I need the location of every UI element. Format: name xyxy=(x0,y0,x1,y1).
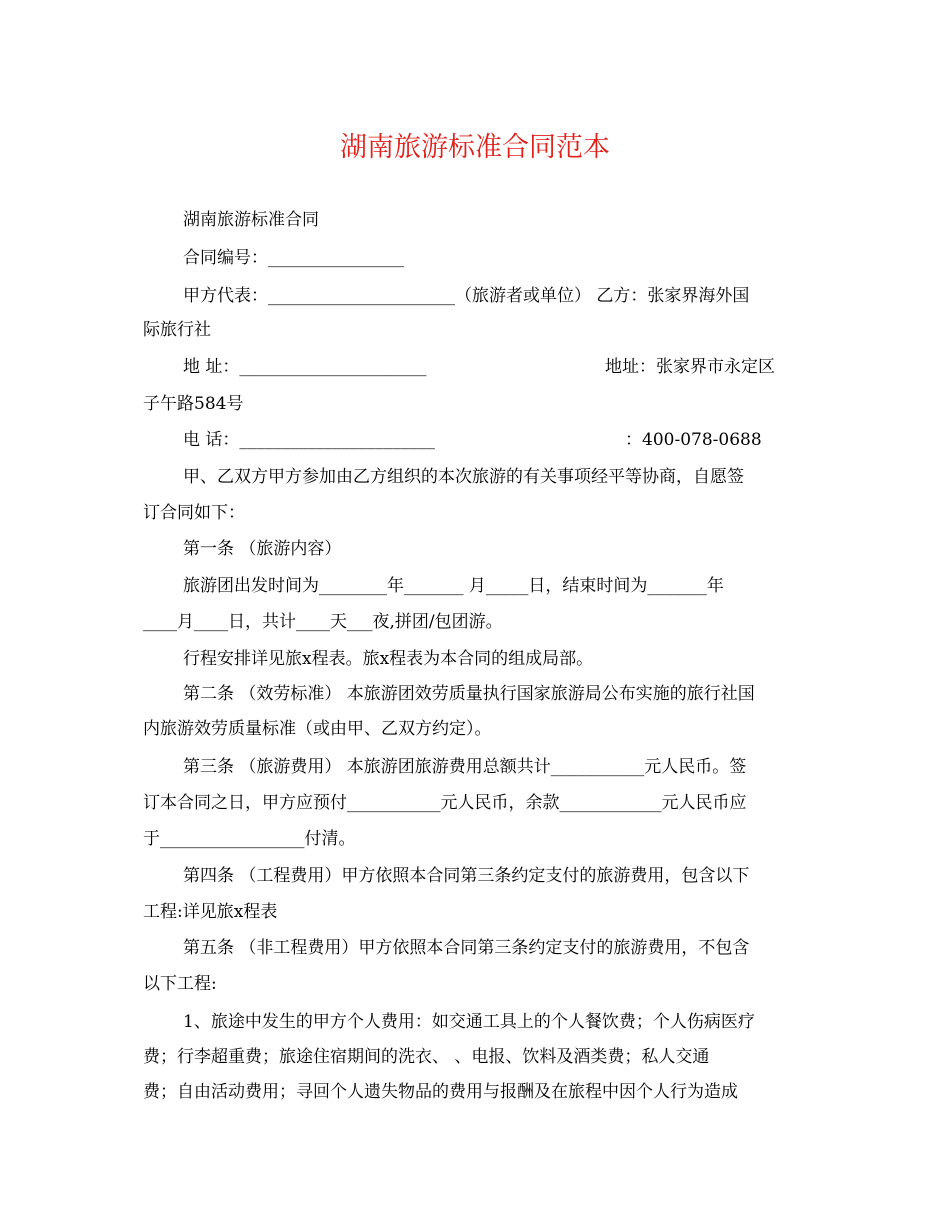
article-5-line-2: 以下工程: xyxy=(143,974,217,994)
address-b-line: 地址：张家界市永定区 xyxy=(605,357,775,377)
address-b-continued: 子午路584号 xyxy=(143,394,244,414)
contract-number-line: 合同编号：________________ xyxy=(183,248,404,268)
article-1-line-2: ____月____日，共计____天___夜,拼团/包团游。 xyxy=(143,612,503,632)
party-a-line: 甲方代表：______________________（旅游者或单位） 乙方：张家界海外国 xyxy=(183,286,750,306)
item-1-line-2: 费；行李超重费；旅途住宿期间的洗衣、 、电报、饮料及酒类费；私人交通 xyxy=(143,1047,710,1067)
article-3-line-2: 订本合同之日，甲方应预付___________元人民币，余款____________元人民币应 xyxy=(143,793,747,813)
contract-name-line: 湖南旅游标准合同 xyxy=(183,210,319,230)
address-a-line: 地 址：______________________ xyxy=(183,357,427,377)
preamble-line-1: 甲、乙双方甲方参加由乙方组织的本次旅游的有关事项经平等协商，自愿签 xyxy=(183,467,744,487)
phone-a-line: 电 话：_______________________ xyxy=(183,430,435,450)
article-1-heading: 第一条 （旅游内容） xyxy=(183,539,342,559)
article-4-line-2: 工程:详见旅x程表 xyxy=(143,902,278,922)
document-title: 湖南旅游标准合同范本 xyxy=(340,132,610,163)
phone-b-line: ：400-078-0688 xyxy=(625,430,762,450)
article-2-line-1: 第二条 （效劳标准） 本旅游团效劳质量执行国家旅游局公布实施的旅行社国 xyxy=(183,684,755,704)
article-3-line-3: 于_________________付清。 xyxy=(143,829,356,849)
article-3-line-1: 第三条 （旅游费用） 本旅游团旅游费用总额共计___________元人民币。签 xyxy=(183,757,747,777)
article-1-line-3: 行程安排详见旅x程表。旅x程表为本合同的组成局部。 xyxy=(183,649,594,669)
article-5-line-1: 第五条 （非工程费用）甲方依照本合同第三条约定支付的旅游费用，不包含 xyxy=(183,938,750,958)
item-1-line-3: 费；自由活动费用；寻回个人遗失物品的费用与报酬及在旅程中因个人行为造成 xyxy=(143,1082,738,1102)
preamble-line-2: 订合同如下： xyxy=(143,503,245,523)
item-1-line-1: 1、旅途中发生的甲方个人费用：如交通工具上的个人餐饮费；个人伤病医疗 xyxy=(183,1012,755,1032)
article-2-line-2: 内旅游效劳质量标准（或由甲、乙双方约定）。 xyxy=(143,719,492,739)
party-b-continued: 际旅行社 xyxy=(143,320,211,340)
article-4-line-1: 第四条 （工程费用）甲方依照本合同第三条约定支付的旅游费用，包含以下 xyxy=(183,866,750,886)
article-1-line-1: 旅游团出发时间为________年_______ 月_____日，结束时间为_______年 xyxy=(183,576,724,596)
